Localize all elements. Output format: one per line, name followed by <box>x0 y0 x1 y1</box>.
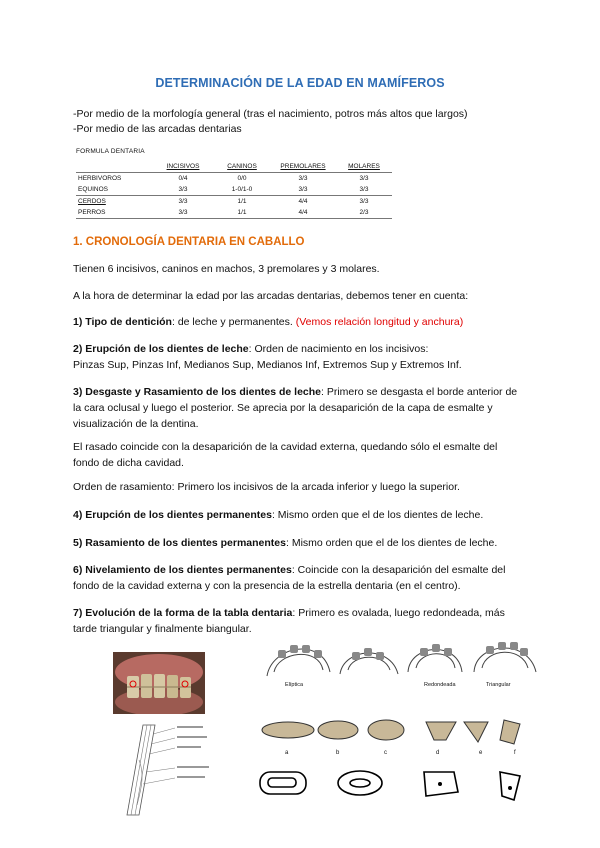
tooth-letter-b: b <box>336 750 340 756</box>
paragraph-intro-arcades: A la hora de determinar la edad por las arcadas dentarias, debemos tener en cuenta: <box>73 290 469 302</box>
item-text: : Primero se desgasta el borde anterior de la cara oclusal y luego el posterior. Se aprecia por la desaparición de la capa de esmalte y visualización de la dentina. <box>73 386 518 430</box>
table-cell: 2/3 <box>336 207 392 219</box>
tooth-letter-d: d <box>436 750 440 756</box>
item-label: 3) Desgaste y Rasamiento de los dientes de leche <box>73 386 322 398</box>
tooth-letter-a: a <box>285 750 289 756</box>
table-cell: 3/3 <box>152 196 214 208</box>
item-text: : Mismo orden que el de los dientes de leche. <box>271 509 484 521</box>
row-label: HERBIVOROS <box>76 173 152 185</box>
row-label: PERROS <box>76 207 152 219</box>
table-cell: 3/3 <box>359 186 369 193</box>
item-permanent-leveling <box>73 562 523 594</box>
dental-arches-illustration <box>262 636 542 698</box>
table-cell: 3/3 <box>178 186 188 193</box>
table-cell: 4/4 <box>270 196 336 208</box>
item-permanent-eruption <box>73 507 523 523</box>
tooth-table-shapes <box>258 716 538 816</box>
arch-label-redondeada: Redondeada <box>424 682 456 688</box>
formula-header-molares: MOLARES <box>348 163 380 170</box>
table-cell: 3/3 <box>152 207 214 219</box>
tooth-letter-e: e <box>479 750 483 756</box>
paragraph-rasamiento-order: Orden de rasamiento: Primero los incisivos de la arcada inferior y luego la superior. <box>73 481 460 493</box>
formula-header-premolares: PREMOLARES <box>280 163 326 170</box>
item-label: 2) Erupción de los dientes de leche <box>73 343 249 355</box>
tooth-letter-c: c <box>384 750 387 756</box>
formula-title: FORMULA DENTARIA <box>76 148 145 155</box>
intro-line-arcades: -Por medio de las arcadas dentarias <box>73 123 242 135</box>
table-cell: 1/1 <box>214 207 270 219</box>
table-cell: 3/3 <box>336 173 392 185</box>
tooth-section-diagram <box>113 720 213 820</box>
item-table-shape <box>73 605 523 637</box>
arch-label-eliptica: Elíptica <box>285 682 304 688</box>
formula-header-caninos: CANINOS <box>227 163 257 170</box>
dental-formula-table <box>76 148 396 219</box>
item-text: : Mismo orden que el de los dientes de leche. <box>285 537 498 549</box>
item-label: 1) Tipo de dentición <box>73 316 172 328</box>
table-cell: 3/3 <box>298 186 308 193</box>
table-row <box>76 207 392 219</box>
item-label: 6) Nivelamiento de los dientes permanentes <box>73 564 292 576</box>
section-heading: 1. CRONOLOGÍA DENTARIA EN CABALLO <box>73 236 305 248</box>
table-cell: 4/4 <box>270 207 336 219</box>
paragraph-rasado: El rasado coincide con la desaparición de la cavidad externa, quedando sólo el esmalte del fondo de dicha cavidad. <box>73 441 498 469</box>
formula-header-incisivos: INCISIVOS <box>166 163 200 170</box>
intro-line-morphology: -Por medio de la morfología general (tras el nacimiento, potros más altos que largos) <box>73 108 468 120</box>
table-row <box>76 173 392 185</box>
item-permanent-rasamiento <box>73 535 523 551</box>
tooth-letter-f: f <box>514 750 516 756</box>
item-label: 4) Erupción de los dientes permanentes <box>73 509 272 521</box>
table-cell: 0/0 <box>214 173 270 185</box>
page-title: DETERMINACIÓN DE LA EDAD EN MAMÍFEROS <box>155 76 445 90</box>
table-cell: 3/3 <box>336 196 392 208</box>
paragraph-teeth-count: Tienen 6 incisivos, caninos en machos, 3 premolares y 3 molares. <box>73 263 380 275</box>
table-cell: 0/4 <box>152 173 214 185</box>
item-note: (Vemos relación longitud y anchura) <box>295 316 464 328</box>
row-label: EQUINOS <box>78 186 108 193</box>
item-text-line2: Pinzas Sup, Pinzas Inf, Medianos Sup, Medianos Inf, Extremos Sup y Extremos Inf. <box>73 359 462 371</box>
item-milk-wear <box>73 384 523 432</box>
table-cell: 1/1 <box>214 196 270 208</box>
item-dentition-type <box>73 314 523 330</box>
table-cell: 1-0/1-0 <box>231 186 253 193</box>
row-label: CERDOS <box>76 196 152 208</box>
formula-grid <box>76 161 392 219</box>
table-cell: 3/3 <box>270 173 336 185</box>
item-text: : Primero es ovalada, luego redondeada, más tarde triangular y finalmente biangular. <box>73 607 505 635</box>
horse-mouth-photo <box>113 652 205 714</box>
item-text: : Coincide con la desaparición del esmalte del fondo de la cavidad externa y con la presencia de la estrella dentaria (en el centro). <box>73 564 506 592</box>
item-milk-eruption <box>73 341 523 373</box>
formula-header-blank <box>76 161 152 173</box>
item-label: 5) Rasamiento de los dientes permanentes <box>73 537 286 549</box>
item-label: 7) Evolución de la forma de la tabla dentaria <box>73 607 293 619</box>
item-text: : Orden de nacimiento en los incisivos: <box>248 343 429 355</box>
arch-label-triangular: Triangular <box>486 682 511 688</box>
table-row <box>76 184 392 196</box>
table-row <box>76 196 392 208</box>
item-text: : de leche y permanentes. <box>171 316 296 328</box>
